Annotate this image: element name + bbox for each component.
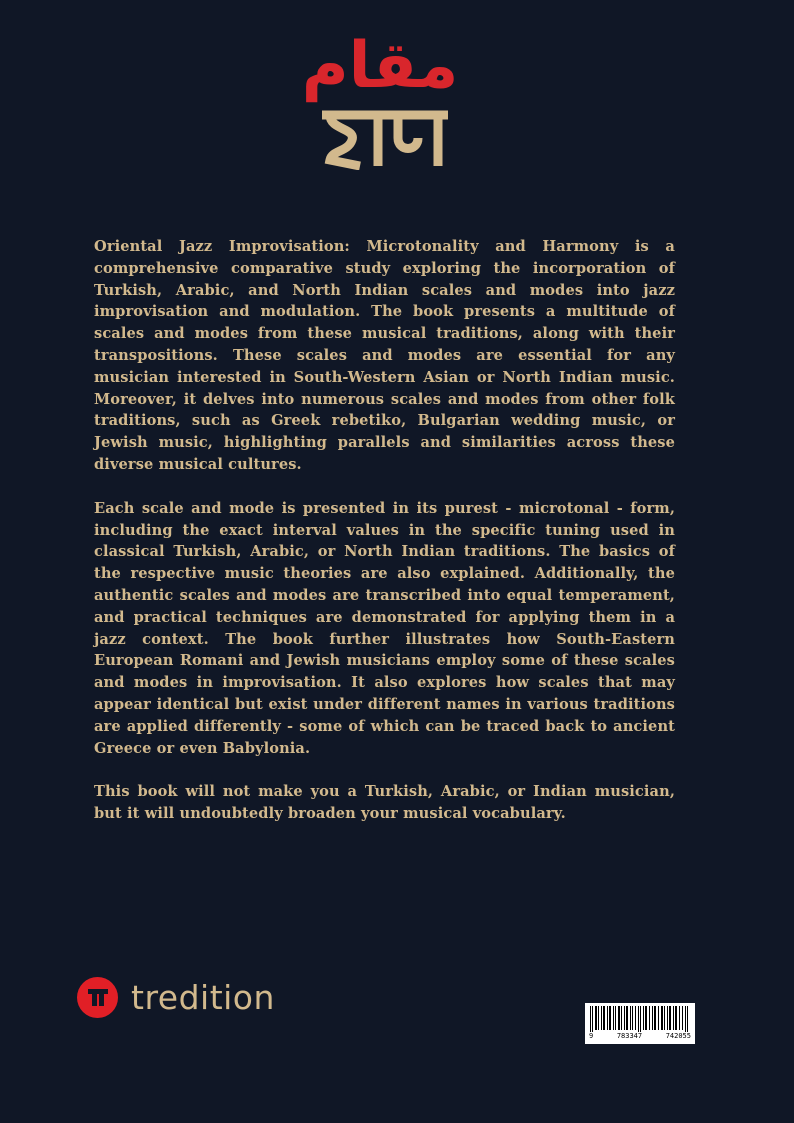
publisher-name: tredition bbox=[131, 977, 275, 1017]
barcode-prefix: 9 bbox=[589, 1032, 594, 1040]
description-paragraph-2: Each scale and mode is presented in its purest - microtonal - form, including the exact interval values in the specific tuning used in classical Turkish, Arabic, or North Indian traditions. The basics of the respective music theories are also explained. Additionally, the authentic scales and modes are transcribed into equal temperament, and practical techniques are demonstrated for applying them in a jazz context. The book further illustrates how South-Eastern European Romani and Jewish musicians employ some of these scales and modes in improvisation. It also explores how scales that may appear identical but exist under different names in various traditions are applied differently - some of which can be traced back to ancient Greece or even Babylonia. bbox=[94, 499, 675, 757]
barcode-group-1: 783347 bbox=[616, 1032, 643, 1040]
barcode-digits bbox=[588, 1032, 692, 1040]
publisher-logo bbox=[77, 975, 275, 1019]
title-logo bbox=[290, 30, 470, 175]
tredition-logo-icon bbox=[77, 977, 118, 1018]
description-paragraph-3: This book will not make you a Turkish, Arabic, or Indian musician, but it will undoubtedly broaden your musical vocabulary. bbox=[94, 783, 675, 823]
description-paragraph-1: Oriental Jazz Improvisation: Microtonality and Harmony is a comprehensive comparative study exploring the incorporation of Turkish, Arabic, and North Indian scales and modes into jazz improvisation and modulation. The book presents a multitude of scales and modes from these musical traditions, along with their transpositions. These scales and modes are essential for any musician interested in South-Western Asian or North Indian music. Moreover, it delves into numerous scales and modes from other folk traditions, such as Greek rebetiko, Bulgarian wedding music, or Jewish music, highlighting parallels and similarities across these diverse musical cultures. bbox=[94, 238, 675, 473]
isbn-barcode bbox=[585, 1003, 695, 1044]
logo-arabic-text: مقام bbox=[301, 29, 459, 103]
book-description bbox=[94, 236, 675, 847]
logo-devanagari-text bbox=[320, 108, 450, 170]
barcode-bars bbox=[589, 1006, 691, 1033]
barcode-group-2: 742055 bbox=[665, 1032, 691, 1040]
